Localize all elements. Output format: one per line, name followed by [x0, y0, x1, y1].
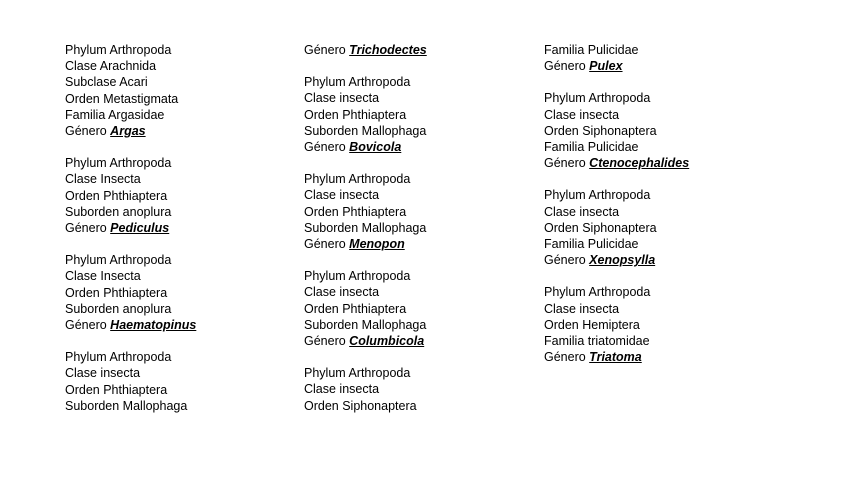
- taxon-rank-label: Phylum Arthropoda: [544, 285, 651, 300]
- taxon-line: [304, 381, 534, 397]
- taxon-rank-label: Género: [544, 350, 590, 365]
- taxon-line: [544, 333, 774, 349]
- taxon-line: [65, 317, 295, 333]
- taxon-rank-label: Orden Phthiaptera: [65, 188, 168, 203]
- taxon-rank-label: Género: [304, 140, 350, 155]
- taxon-line: [65, 107, 295, 123]
- taxon-rank-label: Género: [544, 253, 590, 268]
- taxon-rank-label: Suborden Mallophaga: [304, 220, 427, 235]
- genus-name: Bovicola: [349, 140, 402, 155]
- taxon-line: [544, 123, 774, 139]
- taxon-line: [65, 220, 295, 236]
- taxon-line: [65, 349, 295, 365]
- taxon-rank-label: Familia triatomidae: [544, 334, 650, 349]
- taxon-rank-label: Phylum Arthropoda: [304, 269, 411, 284]
- genus-name: Pediculus: [110, 221, 170, 236]
- taxon-line: [304, 220, 534, 236]
- taxon-line: [65, 123, 295, 139]
- taxon-line: [304, 187, 534, 203]
- taxon-rank-label: Familia Argasidae: [65, 107, 165, 122]
- taxon-line: [65, 252, 295, 268]
- taxon-line: [304, 90, 534, 106]
- taxon-line: [65, 365, 295, 381]
- taxon-line: [65, 58, 295, 74]
- taxon-line: [304, 171, 534, 187]
- taxonomy-entry: [304, 74, 534, 155]
- taxon-rank-label: Phylum Arthropoda: [544, 91, 651, 106]
- taxon-line: [304, 268, 534, 284]
- taxon-rank-label: Género: [544, 59, 590, 74]
- taxonomy-entry: [544, 284, 774, 365]
- taxon-line: [544, 301, 774, 317]
- taxon-line: [304, 236, 534, 252]
- taxon-line: [304, 301, 534, 317]
- taxon-line: [544, 90, 774, 106]
- genus-name: Ctenocephalides: [589, 156, 690, 171]
- taxon-rank-label: Orden Siphonaptera: [304, 398, 417, 413]
- taxon-line: [544, 139, 774, 155]
- taxon-rank-label: Phylum Arthropoda: [65, 350, 172, 365]
- taxonomy-entry: [65, 252, 295, 333]
- taxon-line: [304, 107, 534, 123]
- taxon-line: [544, 155, 774, 171]
- taxon-rank-label: Clase insecta: [304, 91, 380, 106]
- taxon-line: [65, 382, 295, 398]
- taxon-rank-label: Clase insecta: [304, 285, 380, 300]
- genus-name: Pulex: [589, 59, 623, 74]
- taxon-rank-label: Orden Phthiaptera: [304, 301, 407, 316]
- taxon-rank-label: Suborden Mallophaga: [65, 398, 188, 413]
- taxonomy-entry: [65, 42, 295, 139]
- genus-name: Columbicola: [349, 334, 425, 349]
- taxon-line: [65, 155, 295, 171]
- taxon-rank-label: Clase insecta: [544, 301, 620, 316]
- taxon-rank-label: Suborden anoplura: [65, 204, 172, 219]
- taxon-rank-label: Suborden Mallophaga: [304, 123, 427, 138]
- taxon-rank-label: Género: [65, 221, 111, 236]
- genus-name: Triatoma: [589, 350, 642, 365]
- taxon-line: [544, 204, 774, 220]
- taxonomy-entry: [65, 349, 295, 414]
- taxon-line: [304, 365, 534, 381]
- taxon-rank-label: Familia Pulicidae: [544, 43, 639, 57]
- taxon-rank-label: Orden Phthiaptera: [65, 285, 168, 300]
- taxon-rank-label: Phylum Arthropoda: [304, 75, 411, 90]
- taxon-rank-label: Género: [65, 124, 111, 139]
- taxon-rank-label: Clase insecta: [304, 382, 380, 397]
- taxonomy-entry: [304, 42, 534, 58]
- taxon-rank-label: Orden Phthiaptera: [304, 204, 407, 219]
- taxon-rank-label: Género: [304, 237, 350, 252]
- taxon-line: [544, 107, 774, 123]
- taxon-rank-label: Clase Insecta: [65, 172, 141, 187]
- taxon-rank-label: Género: [304, 334, 350, 349]
- taxon-rank-label: Phylum Arthropoda: [304, 366, 411, 381]
- taxon-rank-label: Orden Siphonaptera: [544, 123, 657, 138]
- taxon-rank-label: Phylum Arthropoda: [65, 156, 172, 171]
- taxon-line: [544, 284, 774, 300]
- taxon-line: [304, 317, 534, 333]
- taxon-line: [544, 58, 774, 74]
- taxon-rank-label: Clase Arachnida: [65, 59, 157, 74]
- taxon-line: [304, 123, 534, 139]
- taxon-rank-label: Suborden anoplura: [65, 301, 172, 316]
- taxon-rank-label: Phylum Arthropoda: [544, 188, 651, 203]
- taxon-line: [544, 236, 774, 252]
- taxon-line: [304, 204, 534, 220]
- taxon-line: [544, 42, 774, 58]
- taxon-rank-label: Phylum Arthropoda: [65, 253, 172, 268]
- taxon-rank-label: Familia Pulicidae: [544, 140, 639, 155]
- taxonomy-entry: [544, 90, 774, 171]
- taxon-rank-label: Familia Pulicidae: [544, 237, 639, 252]
- taxon-line: [304, 139, 534, 155]
- taxon-rank-label: Clase insecta: [65, 366, 141, 381]
- genus-name: Haematopinus: [110, 318, 197, 333]
- taxonomy-column-1: [65, 42, 295, 430]
- taxon-line: [304, 398, 534, 414]
- taxon-line: [304, 74, 534, 90]
- taxon-line: [304, 284, 534, 300]
- taxon-line: [544, 220, 774, 236]
- taxonomy-column-3: [544, 42, 774, 381]
- taxon-line: [65, 398, 295, 414]
- taxon-rank-label: Suborden Mallophaga: [304, 317, 427, 332]
- taxonomy-entry: [304, 171, 534, 252]
- taxon-line: [65, 91, 295, 107]
- taxon-line: [304, 42, 534, 58]
- taxon-line: [544, 317, 774, 333]
- taxon-line: [544, 187, 774, 203]
- taxon-rank-label: Clase insecta: [304, 188, 380, 203]
- taxonomy-entry: [304, 268, 534, 349]
- taxon-rank-label: Orden Phthiaptera: [304, 107, 407, 122]
- taxon-line: [65, 171, 295, 187]
- taxon-rank-label: Género: [544, 156, 590, 171]
- taxon-rank-label: Género: [65, 318, 111, 333]
- taxon-rank-label: Orden Siphonaptera: [544, 220, 657, 235]
- taxonomy-column-2: [304, 42, 534, 430]
- taxon-line: [544, 349, 774, 365]
- taxon-line: [544, 252, 774, 268]
- genus-name: Argas: [110, 124, 146, 139]
- taxon-line: [65, 268, 295, 284]
- taxon-line: [304, 333, 534, 349]
- taxonomy-entry: [544, 42, 774, 74]
- taxon-rank-label: Orden Metastigmata: [65, 91, 179, 106]
- taxonomy-entry: [65, 155, 295, 236]
- taxon-line: [65, 74, 295, 90]
- taxon-rank-label: Subclase Acari: [65, 75, 148, 90]
- genus-name: Trichodectes: [349, 43, 427, 57]
- taxon-line: [65, 301, 295, 317]
- taxon-line: [65, 285, 295, 301]
- taxon-rank-label: Orden Hemiptera: [544, 317, 640, 332]
- genus-name: Xenopsylla: [589, 253, 656, 268]
- taxon-rank-label: Clase Insecta: [65, 269, 141, 284]
- taxon-rank-label: Clase insecta: [544, 107, 620, 122]
- taxon-rank-label: Phylum Arthropoda: [304, 172, 411, 187]
- taxonomy-entry: [544, 187, 774, 268]
- taxon-line: [65, 204, 295, 220]
- taxon-rank-label: Clase insecta: [544, 204, 620, 219]
- taxon-rank-label: Orden Phthiaptera: [65, 382, 168, 397]
- taxon-rank-label: Phylum Arthropoda: [65, 43, 172, 57]
- taxon-rank-label: Género: [304, 43, 350, 57]
- genus-name: Menopon: [349, 237, 405, 252]
- taxonomy-entry: [304, 365, 534, 414]
- taxon-line: [65, 188, 295, 204]
- taxon-line: [65, 42, 295, 58]
